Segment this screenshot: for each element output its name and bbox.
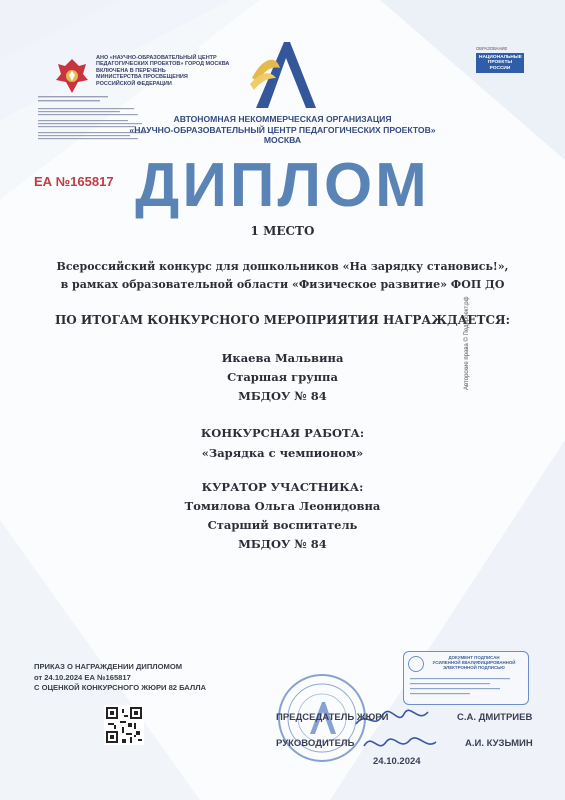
badge-line-2: НАЦИОНАЛЬНЫЕ xyxy=(479,55,522,61)
curator-name: Томилова Ольга Леонидовна xyxy=(184,499,381,513)
work-block xyxy=(0,423,565,463)
badge-line-1: ОБРАЗОВАНИЕ xyxy=(476,46,508,51)
order-line-2: от 24.10.2024 ЕА №165817 xyxy=(34,672,131,682)
contest-line-1: Всероссийский конкурс для дошкольников «На зарядку становись!», xyxy=(56,260,509,273)
work-heading: КОНКУРСНАЯ РАБОТА: xyxy=(200,426,365,440)
curator-position: Старший воспитатель xyxy=(207,518,358,532)
participant-group: Старшая группа xyxy=(227,370,338,384)
head-signature xyxy=(360,730,440,756)
esign-fine-print xyxy=(410,676,520,698)
esign-icon xyxy=(408,656,424,672)
serial-number: ЕА №165817 xyxy=(34,174,114,189)
participant-name: Икаева Мальвина xyxy=(221,351,344,365)
esign-line-2: УСИЛЕННОЙ КВАЛИФИЦИРОВАННОЙ xyxy=(432,660,516,665)
order-line-1: ПРИКАЗ О НАГРАЖДЕНИИ ДИПЛОМОМ xyxy=(34,662,183,671)
head-role: РУКОВОДИТЕЛЬ xyxy=(276,738,355,749)
left-org-line: ПЕДАГОГИЧЕСКИХ ПРОЕКТОВ» ГОРОД МОСКВА xyxy=(96,61,230,68)
contest-description xyxy=(0,258,565,294)
left-org-line: РОССИЙСКОЙ ФЕДЕРАЦИИ xyxy=(96,80,172,87)
page-title: ДИПЛОМ xyxy=(135,151,430,220)
contest-line-2: в рамках образовательной области «Физическое развитие» ФОП ДО xyxy=(60,278,505,291)
badge-line-4: РОССИИ xyxy=(489,65,511,71)
curator-block xyxy=(0,478,565,554)
curator-heading: КУРАТОР УЧАСТНИКА: xyxy=(201,480,364,494)
curator-org: МБДОУ № 84 xyxy=(238,537,327,551)
participant-org: МБДОУ № 84 xyxy=(238,389,327,403)
jury-name: С.А. ДМИТРИЕВ xyxy=(457,712,533,723)
award-heading: ПО ИТОГАМ КОНКУРСНОГО МЕРОПРИЯТИЯ НАГРАЖДАЕТСЯ: xyxy=(54,313,511,327)
place: 1 МЕСТО xyxy=(250,224,315,238)
order-line-3: С ОЦЕНКОЙ КОНКУРСНОГО ЖЮРИ 82 БАЛЛА xyxy=(34,683,207,692)
org-line-2: «НАУЧНО-ОБРАЗОВАТЕЛЬНЫЙ ЦЕНТР ПЕДАГОГИЧЕСКИХ ПРОЕКТОВ» xyxy=(129,124,436,135)
participant-block xyxy=(0,349,565,406)
esign-line-3: ЭЛЕКТРОННОЙ ПОДПИСЬЮ xyxy=(443,665,505,670)
issue-date: 24.10.2024 xyxy=(373,756,421,767)
digital-signature-box xyxy=(403,651,529,705)
work-title: «Зарядка с чемпионом» xyxy=(201,446,364,460)
esign-header xyxy=(426,655,522,670)
jury-role: ПРЕДСЕДАТЕЛЬ ЖЮРИ xyxy=(276,712,389,723)
copyright-side-text: Авторские права © Педпроект.рф xyxy=(464,296,470,390)
national-projects-badge xyxy=(476,47,524,83)
org-logo-icon xyxy=(246,38,322,110)
org-line-3: МОСКВА xyxy=(263,135,302,145)
org-name-block xyxy=(0,114,565,146)
coat-of-arms-icon xyxy=(52,56,92,96)
head-name: А.И. КУЗЬМИН xyxy=(465,738,533,749)
esign-line-1: ДОКУМЕНТ ПОДПИСАН xyxy=(448,655,500,660)
badge-block xyxy=(476,53,524,73)
badge-line-3: ПРОЕКТЫ xyxy=(487,60,513,66)
left-org-block xyxy=(96,55,246,87)
qr-code xyxy=(104,705,144,745)
org-line-1: АВТОНОМНАЯ НЕКОММЕРЧЕСКАЯ ОРГАНИЗАЦИЯ xyxy=(173,114,392,124)
order-block xyxy=(34,662,206,694)
left-org-line: МИНИСТЕРСТВА ПРОСВЕЩЕНИЯ xyxy=(96,74,188,81)
left-org-line: ВКЛЮЧЕНА В ПЕРЕЧЕНЬ xyxy=(96,67,166,74)
left-org-line: АНО «НАУЧНО-ОБРАЗОВАТЕЛЬНЫЙ ЦЕНТР xyxy=(96,55,217,61)
